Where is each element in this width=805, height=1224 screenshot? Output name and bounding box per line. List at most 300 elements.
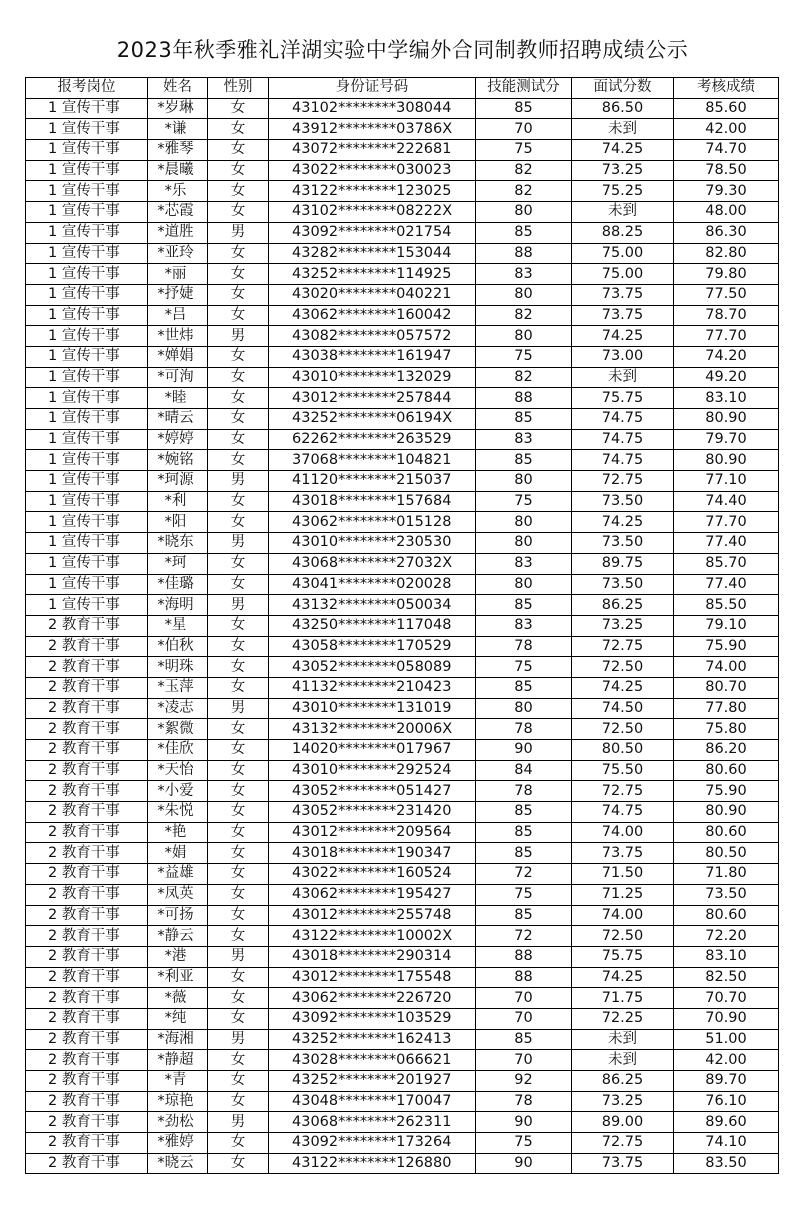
id-number-cell: 43092********173264: [269, 1133, 476, 1154]
id-number-cell: 43072********222681: [269, 140, 476, 161]
position-cell: 1 宣传干事: [26, 491, 148, 512]
skill-score-cell: 84: [476, 760, 572, 781]
position-cell: 1 宣传干事: [26, 140, 148, 161]
name-cell: *珂: [148, 553, 208, 574]
interview-score-cell: 72.50: [572, 719, 674, 740]
name-cell: *海明: [148, 595, 208, 616]
id-number-cell: 43122********10002X: [269, 926, 476, 947]
position-cell: 2 教育干事: [26, 988, 148, 1009]
interview-score-cell: 75.75: [572, 946, 674, 967]
skill-score-cell: 72: [476, 864, 572, 885]
name-cell: *世炜: [148, 326, 208, 347]
name-cell: *阳: [148, 512, 208, 533]
position-cell: 2 教育干事: [26, 843, 148, 864]
final-score-cell: 48.00: [674, 202, 779, 223]
position-cell: 1 宣传干事: [26, 346, 148, 367]
interview-score-cell: 73.25: [572, 160, 674, 181]
gender-cell: 女: [208, 264, 269, 285]
position-cell: 1 宣传干事: [26, 533, 148, 554]
position-cell: 1 宣传干事: [26, 160, 148, 181]
gender-cell: 女: [208, 119, 269, 140]
gender-cell: 女: [208, 243, 269, 264]
table-row: [26, 181, 779, 202]
gender-cell: 女: [208, 429, 269, 450]
skill-score-cell: 90: [476, 1112, 572, 1133]
interview-score-cell: 未到: [572, 1029, 674, 1050]
gender-cell: 女: [208, 864, 269, 885]
final-score-cell: 89.60: [674, 1112, 779, 1133]
position-cell: 1 宣传干事: [26, 202, 148, 223]
name-cell: *纯: [148, 1008, 208, 1029]
gender-cell: 女: [208, 450, 269, 471]
skill-score-cell: 78: [476, 1091, 572, 1112]
table-row: [26, 1112, 779, 1133]
name-cell: *抒婕: [148, 284, 208, 305]
id-number-cell: 43022********030023: [269, 160, 476, 181]
final-score-cell: 79.10: [674, 615, 779, 636]
final-score-cell: 80.90: [674, 409, 779, 430]
name-cell: *佳璐: [148, 574, 208, 595]
id-number-cell: 43012********255748: [269, 905, 476, 926]
interview-score-cell: 73.00: [572, 346, 674, 367]
position-cell: 1 宣传干事: [26, 595, 148, 616]
position-cell: 1 宣传干事: [26, 119, 148, 140]
final-score-cell: 71.80: [674, 864, 779, 885]
position-cell: 2 教育干事: [26, 822, 148, 843]
id-number-cell: 43252********114925: [269, 264, 476, 285]
interview-score-cell: 86.25: [572, 1071, 674, 1092]
column-header: 考核成绩: [674, 78, 779, 99]
final-score-cell: 79.70: [674, 429, 779, 450]
skill-score-cell: 78: [476, 719, 572, 740]
gender-cell: 女: [208, 1008, 269, 1029]
table-row: [26, 305, 779, 326]
id-number-cell: 41120********215037: [269, 471, 476, 492]
final-score-cell: 83.50: [674, 1153, 779, 1174]
final-score-cell: 51.00: [674, 1029, 779, 1050]
table-row: [26, 243, 779, 264]
gender-cell: 女: [208, 1050, 269, 1071]
table-row: [26, 1133, 779, 1154]
id-number-cell: 43048********170047: [269, 1091, 476, 1112]
gender-cell: 女: [208, 98, 269, 119]
skill-score-cell: 92: [476, 1071, 572, 1092]
gender-cell: 女: [208, 1133, 269, 1154]
position-cell: 1 宣传干事: [26, 450, 148, 471]
skill-score-cell: 80: [476, 698, 572, 719]
id-number-cell: 41132********210423: [269, 677, 476, 698]
position-cell: 1 宣传干事: [26, 367, 148, 388]
final-score-cell: 74.70: [674, 140, 779, 161]
gender-cell: 女: [208, 843, 269, 864]
position-cell: 1 宣传干事: [26, 243, 148, 264]
name-cell: *佳欣: [148, 740, 208, 761]
interview-score-cell: 74.25: [572, 967, 674, 988]
interview-score-cell: 72.75: [572, 1133, 674, 1154]
skill-score-cell: 72: [476, 926, 572, 947]
final-score-cell: 78.50: [674, 160, 779, 181]
name-cell: *小爱: [148, 781, 208, 802]
final-score-cell: 78.70: [674, 305, 779, 326]
skill-score-cell: 75: [476, 657, 572, 678]
position-cell: 1 宣传干事: [26, 98, 148, 119]
id-number-cell: 43028********066621: [269, 1050, 476, 1071]
name-cell: *琼艳: [148, 1091, 208, 1112]
name-cell: *益雄: [148, 864, 208, 885]
id-number-cell: 43092********021754: [269, 222, 476, 243]
skill-score-cell: 70: [476, 1008, 572, 1029]
table-row: [26, 946, 779, 967]
final-score-cell: 85.60: [674, 98, 779, 119]
interview-score-cell: 未到: [572, 1050, 674, 1071]
position-cell: 2 教育干事: [26, 905, 148, 926]
name-cell: *絮微: [148, 719, 208, 740]
name-cell: *静云: [148, 926, 208, 947]
interview-score-cell: 71.50: [572, 864, 674, 885]
final-score-cell: 83.10: [674, 388, 779, 409]
name-cell: *凤英: [148, 884, 208, 905]
skill-score-cell: 70: [476, 119, 572, 140]
position-cell: 2 教育干事: [26, 740, 148, 761]
gender-cell: 女: [208, 677, 269, 698]
skill-score-cell: 85: [476, 98, 572, 119]
position-cell: 2 教育干事: [26, 802, 148, 823]
skill-score-cell: 80: [476, 471, 572, 492]
final-score-cell: 77.70: [674, 512, 779, 533]
gender-cell: 女: [208, 574, 269, 595]
skill-score-cell: 82: [476, 181, 572, 202]
id-number-cell: 43250********117048: [269, 615, 476, 636]
skill-score-cell: 80: [476, 326, 572, 347]
name-cell: *晓云: [148, 1153, 208, 1174]
position-cell: 2 教育干事: [26, 1008, 148, 1029]
final-score-cell: 80.70: [674, 677, 779, 698]
gender-cell: 女: [208, 1091, 269, 1112]
position-cell: 1 宣传干事: [26, 222, 148, 243]
name-cell: *婷婷: [148, 429, 208, 450]
final-score-cell: 42.00: [674, 1050, 779, 1071]
interview-score-cell: 74.00: [572, 905, 674, 926]
gender-cell: 女: [208, 140, 269, 161]
table-body: [26, 98, 779, 1174]
id-number-cell: 43132********20006X: [269, 719, 476, 740]
id-number-cell: 43058********170529: [269, 636, 476, 657]
id-number-cell: 43068********262311: [269, 1112, 476, 1133]
position-cell: 1 宣传干事: [26, 305, 148, 326]
skill-score-cell: 80: [476, 533, 572, 554]
final-score-cell: 75.90: [674, 636, 779, 657]
name-cell: *丽: [148, 264, 208, 285]
final-score-cell: 85.70: [674, 553, 779, 574]
name-cell: *港: [148, 946, 208, 967]
table-row: [26, 988, 779, 1009]
interview-score-cell: 86.50: [572, 98, 674, 119]
name-cell: *晨曦: [148, 160, 208, 181]
position-cell: 2 教育干事: [26, 1071, 148, 1092]
position-cell: 2 教育干事: [26, 636, 148, 657]
gender-cell: 女: [208, 160, 269, 181]
table-row: [26, 326, 779, 347]
skill-score-cell: 70: [476, 1050, 572, 1071]
interview-score-cell: 未到: [572, 367, 674, 388]
skill-score-cell: 83: [476, 264, 572, 285]
final-score-cell: 82.80: [674, 243, 779, 264]
gender-cell: 女: [208, 884, 269, 905]
interview-score-cell: 89.00: [572, 1112, 674, 1133]
table-row: [26, 1071, 779, 1092]
gender-cell: 女: [208, 967, 269, 988]
skill-score-cell: 90: [476, 1153, 572, 1174]
column-header: 技能测试分: [476, 78, 572, 99]
position-cell: 1 宣传干事: [26, 471, 148, 492]
gender-cell: 女: [208, 988, 269, 1009]
interview-score-cell: 73.25: [572, 615, 674, 636]
interview-score-cell: 72.50: [572, 926, 674, 947]
table-row: [26, 388, 779, 409]
gender-cell: 男: [208, 595, 269, 616]
position-cell: 2 教育干事: [26, 1133, 148, 1154]
final-score-cell: 75.90: [674, 781, 779, 802]
final-score-cell: 80.90: [674, 802, 779, 823]
position-cell: 1 宣传干事: [26, 512, 148, 533]
gender-cell: 女: [208, 760, 269, 781]
gender-cell: 女: [208, 615, 269, 636]
table-row: [26, 98, 779, 119]
gender-cell: 女: [208, 905, 269, 926]
final-score-cell: 49.20: [674, 367, 779, 388]
name-cell: *娟: [148, 843, 208, 864]
skill-score-cell: 88: [476, 967, 572, 988]
table-row: [26, 346, 779, 367]
interview-score-cell: 73.75: [572, 843, 674, 864]
name-cell: *晓东: [148, 533, 208, 554]
final-score-cell: 75.80: [674, 719, 779, 740]
table-row: [26, 574, 779, 595]
table-row: [26, 450, 779, 471]
skill-score-cell: 85: [476, 450, 572, 471]
final-score-cell: 80.50: [674, 843, 779, 864]
table-row: [26, 264, 779, 285]
id-number-cell: 43132********050034: [269, 595, 476, 616]
skill-score-cell: 75: [476, 491, 572, 512]
table-row: [26, 719, 779, 740]
position-cell: 2 教育干事: [26, 615, 148, 636]
final-score-cell: 83.10: [674, 946, 779, 967]
position-cell: 2 教育干事: [26, 946, 148, 967]
interview-score-cell: 74.25: [572, 677, 674, 698]
skill-score-cell: 85: [476, 905, 572, 926]
name-cell: *芯霞: [148, 202, 208, 223]
table-row: [26, 740, 779, 761]
table-row: [26, 822, 779, 843]
name-cell: *可扬: [148, 905, 208, 926]
name-cell: *利亚: [148, 967, 208, 988]
name-cell: *雅琴: [148, 140, 208, 161]
id-number-cell: 43122********123025: [269, 181, 476, 202]
final-score-cell: 74.40: [674, 491, 779, 512]
id-number-cell: 43252********06194X: [269, 409, 476, 430]
id-number-cell: 43012********209564: [269, 822, 476, 843]
skill-score-cell: 85: [476, 1029, 572, 1050]
final-score-cell: 80.60: [674, 760, 779, 781]
table-row: [26, 760, 779, 781]
table-row: [26, 843, 779, 864]
id-number-cell: 43012********175548: [269, 967, 476, 988]
final-score-cell: 89.70: [674, 1071, 779, 1092]
table-row: [26, 967, 779, 988]
final-score-cell: 70.90: [674, 1008, 779, 1029]
position-cell: 1 宣传干事: [26, 388, 148, 409]
skill-score-cell: 80: [476, 512, 572, 533]
name-cell: *天怡: [148, 760, 208, 781]
table-row: [26, 367, 779, 388]
position-cell: 2 教育干事: [26, 719, 148, 740]
column-header: 面试分数: [572, 78, 674, 99]
skill-score-cell: 75: [476, 140, 572, 161]
name-cell: *玉萍: [148, 677, 208, 698]
id-number-cell: 43282********153044: [269, 243, 476, 264]
skill-score-cell: 75: [476, 1133, 572, 1154]
id-number-cell: 43012********257844: [269, 388, 476, 409]
gender-cell: 女: [208, 740, 269, 761]
table-row: [26, 926, 779, 947]
skill-score-cell: 85: [476, 595, 572, 616]
gender-cell: 男: [208, 1112, 269, 1133]
interview-score-cell: 74.50: [572, 698, 674, 719]
name-cell: *薇: [148, 988, 208, 1009]
interview-score-cell: 73.75: [572, 305, 674, 326]
interview-score-cell: 72.50: [572, 657, 674, 678]
interview-score-cell: 72.75: [572, 781, 674, 802]
table-row: [26, 409, 779, 430]
final-score-cell: 80.60: [674, 905, 779, 926]
skill-score-cell: 75: [476, 346, 572, 367]
position-cell: 2 教育干事: [26, 1153, 148, 1174]
position-cell: 1 宣传干事: [26, 181, 148, 202]
id-number-cell: 62262********263529: [269, 429, 476, 450]
skill-score-cell: 90: [476, 740, 572, 761]
table-row: [26, 698, 779, 719]
position-cell: 1 宣传干事: [26, 553, 148, 574]
interview-score-cell: 75.00: [572, 264, 674, 285]
table-row: [26, 657, 779, 678]
gender-cell: 女: [208, 409, 269, 430]
gender-cell: 男: [208, 1029, 269, 1050]
gender-cell: 女: [208, 512, 269, 533]
name-cell: *吕: [148, 305, 208, 326]
skill-score-cell: 80: [476, 574, 572, 595]
column-header: 性别: [208, 78, 269, 99]
gender-cell: 女: [208, 926, 269, 947]
table-row: [26, 471, 779, 492]
final-score-cell: 72.20: [674, 926, 779, 947]
name-cell: *珂源: [148, 471, 208, 492]
skill-score-cell: 78: [476, 781, 572, 802]
name-cell: *星: [148, 615, 208, 636]
id-number-cell: 43252********162413: [269, 1029, 476, 1050]
name-cell: *晴云: [148, 409, 208, 430]
table-row: [26, 1153, 779, 1174]
name-cell: *乐: [148, 181, 208, 202]
interview-score-cell: 88.25: [572, 222, 674, 243]
interview-score-cell: 74.75: [572, 429, 674, 450]
skill-score-cell: 70: [476, 988, 572, 1009]
position-cell: 1 宣传干事: [26, 284, 148, 305]
id-number-cell: 43018********190347: [269, 843, 476, 864]
final-score-cell: 42.00: [674, 119, 779, 140]
interview-score-cell: 89.75: [572, 553, 674, 574]
table-row: [26, 533, 779, 554]
gender-cell: 男: [208, 946, 269, 967]
id-number-cell: 43052********058089: [269, 657, 476, 678]
gender-cell: 男: [208, 698, 269, 719]
position-cell: 2 教育干事: [26, 926, 148, 947]
position-cell: 2 教育干事: [26, 1112, 148, 1133]
name-cell: *静超: [148, 1050, 208, 1071]
id-number-cell: 43102********308044: [269, 98, 476, 119]
final-score-cell: 70.70: [674, 988, 779, 1009]
skill-score-cell: 88: [476, 946, 572, 967]
position-cell: 2 教育干事: [26, 1029, 148, 1050]
position-cell: 2 教育干事: [26, 677, 148, 698]
interview-score-cell: 74.75: [572, 802, 674, 823]
final-score-cell: 74.00: [674, 657, 779, 678]
gender-cell: 女: [208, 1153, 269, 1174]
id-number-cell: 43082********057572: [269, 326, 476, 347]
gender-cell: 男: [208, 471, 269, 492]
position-cell: 2 教育干事: [26, 781, 148, 802]
gender-cell: 女: [208, 1071, 269, 1092]
interview-score-cell: 73.75: [572, 284, 674, 305]
gender-cell: 女: [208, 553, 269, 574]
gender-cell: 女: [208, 305, 269, 326]
gender-cell: 女: [208, 491, 269, 512]
id-number-cell: 43022********160524: [269, 864, 476, 885]
final-score-cell: 86.20: [674, 740, 779, 761]
interview-score-cell: 80.50: [572, 740, 674, 761]
skill-score-cell: 85: [476, 843, 572, 864]
id-number-cell: 43052********231420: [269, 802, 476, 823]
position-cell: 2 教育干事: [26, 698, 148, 719]
table-row: [26, 553, 779, 574]
skill-score-cell: 85: [476, 802, 572, 823]
final-score-cell: 77.80: [674, 698, 779, 719]
name-cell: *婉铭: [148, 450, 208, 471]
interview-score-cell: 71.75: [572, 988, 674, 1009]
table-row: [26, 636, 779, 657]
final-score-cell: 73.50: [674, 884, 779, 905]
column-header: 姓名: [148, 78, 208, 99]
gender-cell: 男: [208, 533, 269, 554]
interview-score-cell: 74.25: [572, 140, 674, 161]
name-cell: *伯秋: [148, 636, 208, 657]
skill-score-cell: 78: [476, 636, 572, 657]
gender-cell: 女: [208, 202, 269, 223]
name-cell: *睦: [148, 388, 208, 409]
final-score-cell: 85.50: [674, 595, 779, 616]
interview-score-cell: 未到: [572, 119, 674, 140]
final-score-cell: 77.10: [674, 471, 779, 492]
skill-score-cell: 83: [476, 429, 572, 450]
id-number-cell: 43038********161947: [269, 346, 476, 367]
skill-score-cell: 80: [476, 284, 572, 305]
results-table: [25, 77, 779, 1174]
table-row: [26, 677, 779, 698]
table-row: [26, 595, 779, 616]
id-number-cell: 43018********290314: [269, 946, 476, 967]
final-score-cell: 77.40: [674, 574, 779, 595]
name-cell: *谦: [148, 119, 208, 140]
